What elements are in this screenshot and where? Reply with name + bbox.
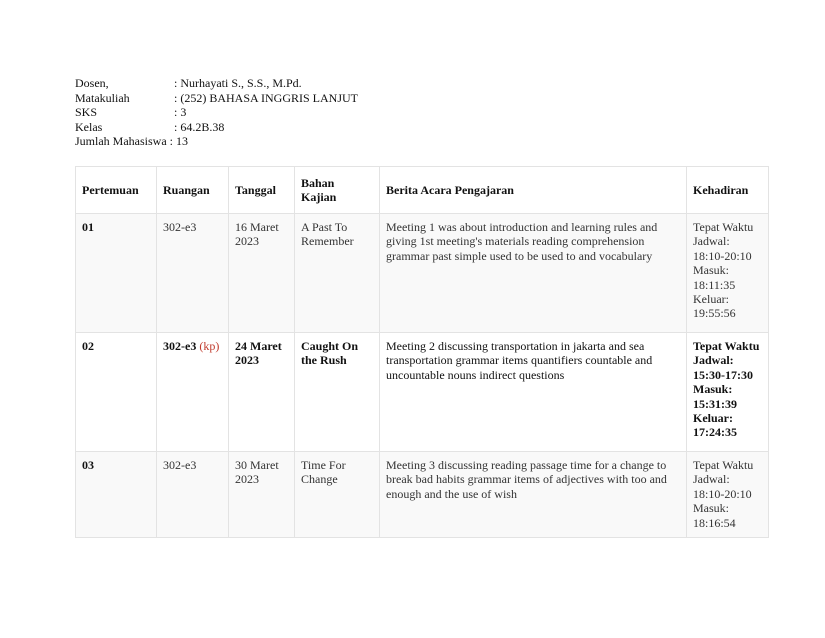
ruangan-kp-note: (kp) <box>199 339 220 353</box>
pertemuan-cell: 03 <box>76 452 157 538</box>
kehadiran-jadwal: Jadwal: 15:30-17:30 <box>693 353 753 382</box>
kehadiran-cell <box>687 452 769 538</box>
dosen-label: Dosen, <box>75 76 109 90</box>
kelas-value: : 64.2B.38 <box>174 119 225 134</box>
dosen-row <box>75 76 358 91</box>
kehadiran-cell <box>687 333 769 452</box>
jumlah-value: : 13 <box>169 134 188 149</box>
berita-cell: Meeting 1 was about introduction and learning rules and giving 1st meeting's materials reading comprehension grammar past simple used to be used to and vocabulary <box>380 214 687 333</box>
berita-cell: Meeting 2 discussing transportation in jakarta and sea transportation grammar items quantifiers countable and uncountable nouns indirect questions <box>380 333 687 452</box>
tanggal-cell: 30 Maret 2023 <box>229 452 295 538</box>
kehadiran-masuk: Masuk: 15:31:39 <box>693 382 737 411</box>
kehadiran-cell <box>687 214 769 333</box>
table-header-row <box>76 167 769 214</box>
header-bahan-kajian <box>295 167 380 214</box>
header-kehadiran: Kehadiran <box>687 167 769 214</box>
kehadiran-status: Tepat Waktu <box>693 458 754 472</box>
pertemuan-cell: 01 <box>76 214 157 333</box>
kehadiran-keluar: Keluar: 19:55:56 <box>693 292 736 321</box>
kehadiran-jadwal: Jadwal: 18:10-20:10 <box>693 234 752 263</box>
kelas-label: Kelas <box>75 119 103 134</box>
tanggal-cell: 24 Maret 2023 <box>229 333 295 452</box>
header-ruangan: Ruangan <box>157 167 229 214</box>
jumlah-label: Jumlah Mahasiswa <box>75 134 167 149</box>
kelas-row <box>75 120 358 135</box>
table-row <box>76 452 769 538</box>
sks-row <box>75 105 358 120</box>
kehadiran-jadwal: Jadwal: 18:10-20:10 <box>693 472 752 501</box>
ruangan-cell: 302-e3 <box>157 214 229 333</box>
kehadiran-masuk: Masuk: 18:11:35 <box>693 263 736 292</box>
table-row <box>76 333 769 452</box>
header-bahan-line2: Kajian <box>301 190 337 204</box>
header-pertemuan: Pertemuan <box>76 167 157 214</box>
teaching-journal-table <box>75 166 769 538</box>
bahan-cell: Time For Change <box>295 452 380 538</box>
matakuliah-value: : (252) BAHASA INGGRIS LANJUT <box>174 90 359 105</box>
ruangan-cell <box>157 333 229 452</box>
tanggal-cell: 16 Maret 2023 <box>229 214 295 333</box>
header-bahan-line1: Bahan <box>301 175 335 190</box>
pertemuan-cell: 02 <box>76 333 157 452</box>
kehadiran-status: Tepat Waktu <box>693 220 754 234</box>
course-info <box>75 76 358 149</box>
sks-label: SKS <box>75 105 98 120</box>
bahan-cell: A Past To Remember <box>295 214 380 333</box>
header-berita-acara: Berita Acara Pengajaran <box>380 167 687 214</box>
bahan-cell: Caught On the Rush <box>295 333 380 452</box>
matakuliah-row <box>75 91 358 106</box>
kehadiran-status: Tepat Waktu <box>693 339 760 353</box>
kehadiran-keluar: Keluar: 17:24:35 <box>693 411 737 440</box>
jumlah-row <box>75 134 358 149</box>
ruangan-value: 302-e3 <box>163 339 197 353</box>
ruangan-cell: 302-e3 <box>157 452 229 538</box>
matakuliah-label: Matakuliah <box>75 90 130 105</box>
sks-value: : 3 <box>174 105 187 120</box>
berita-cell: Meeting 3 discussing reading passage time for a change to break bad habits grammar items of adjectives with too and enough and the use of wish <box>380 452 687 538</box>
kehadiran-masuk: Masuk: 18:16:54 <box>693 501 736 530</box>
header-tanggal: Tanggal <box>229 167 295 214</box>
table-row <box>76 214 769 333</box>
dosen-value: : Nurhayati S., S.S., M.Pd. <box>174 76 302 90</box>
